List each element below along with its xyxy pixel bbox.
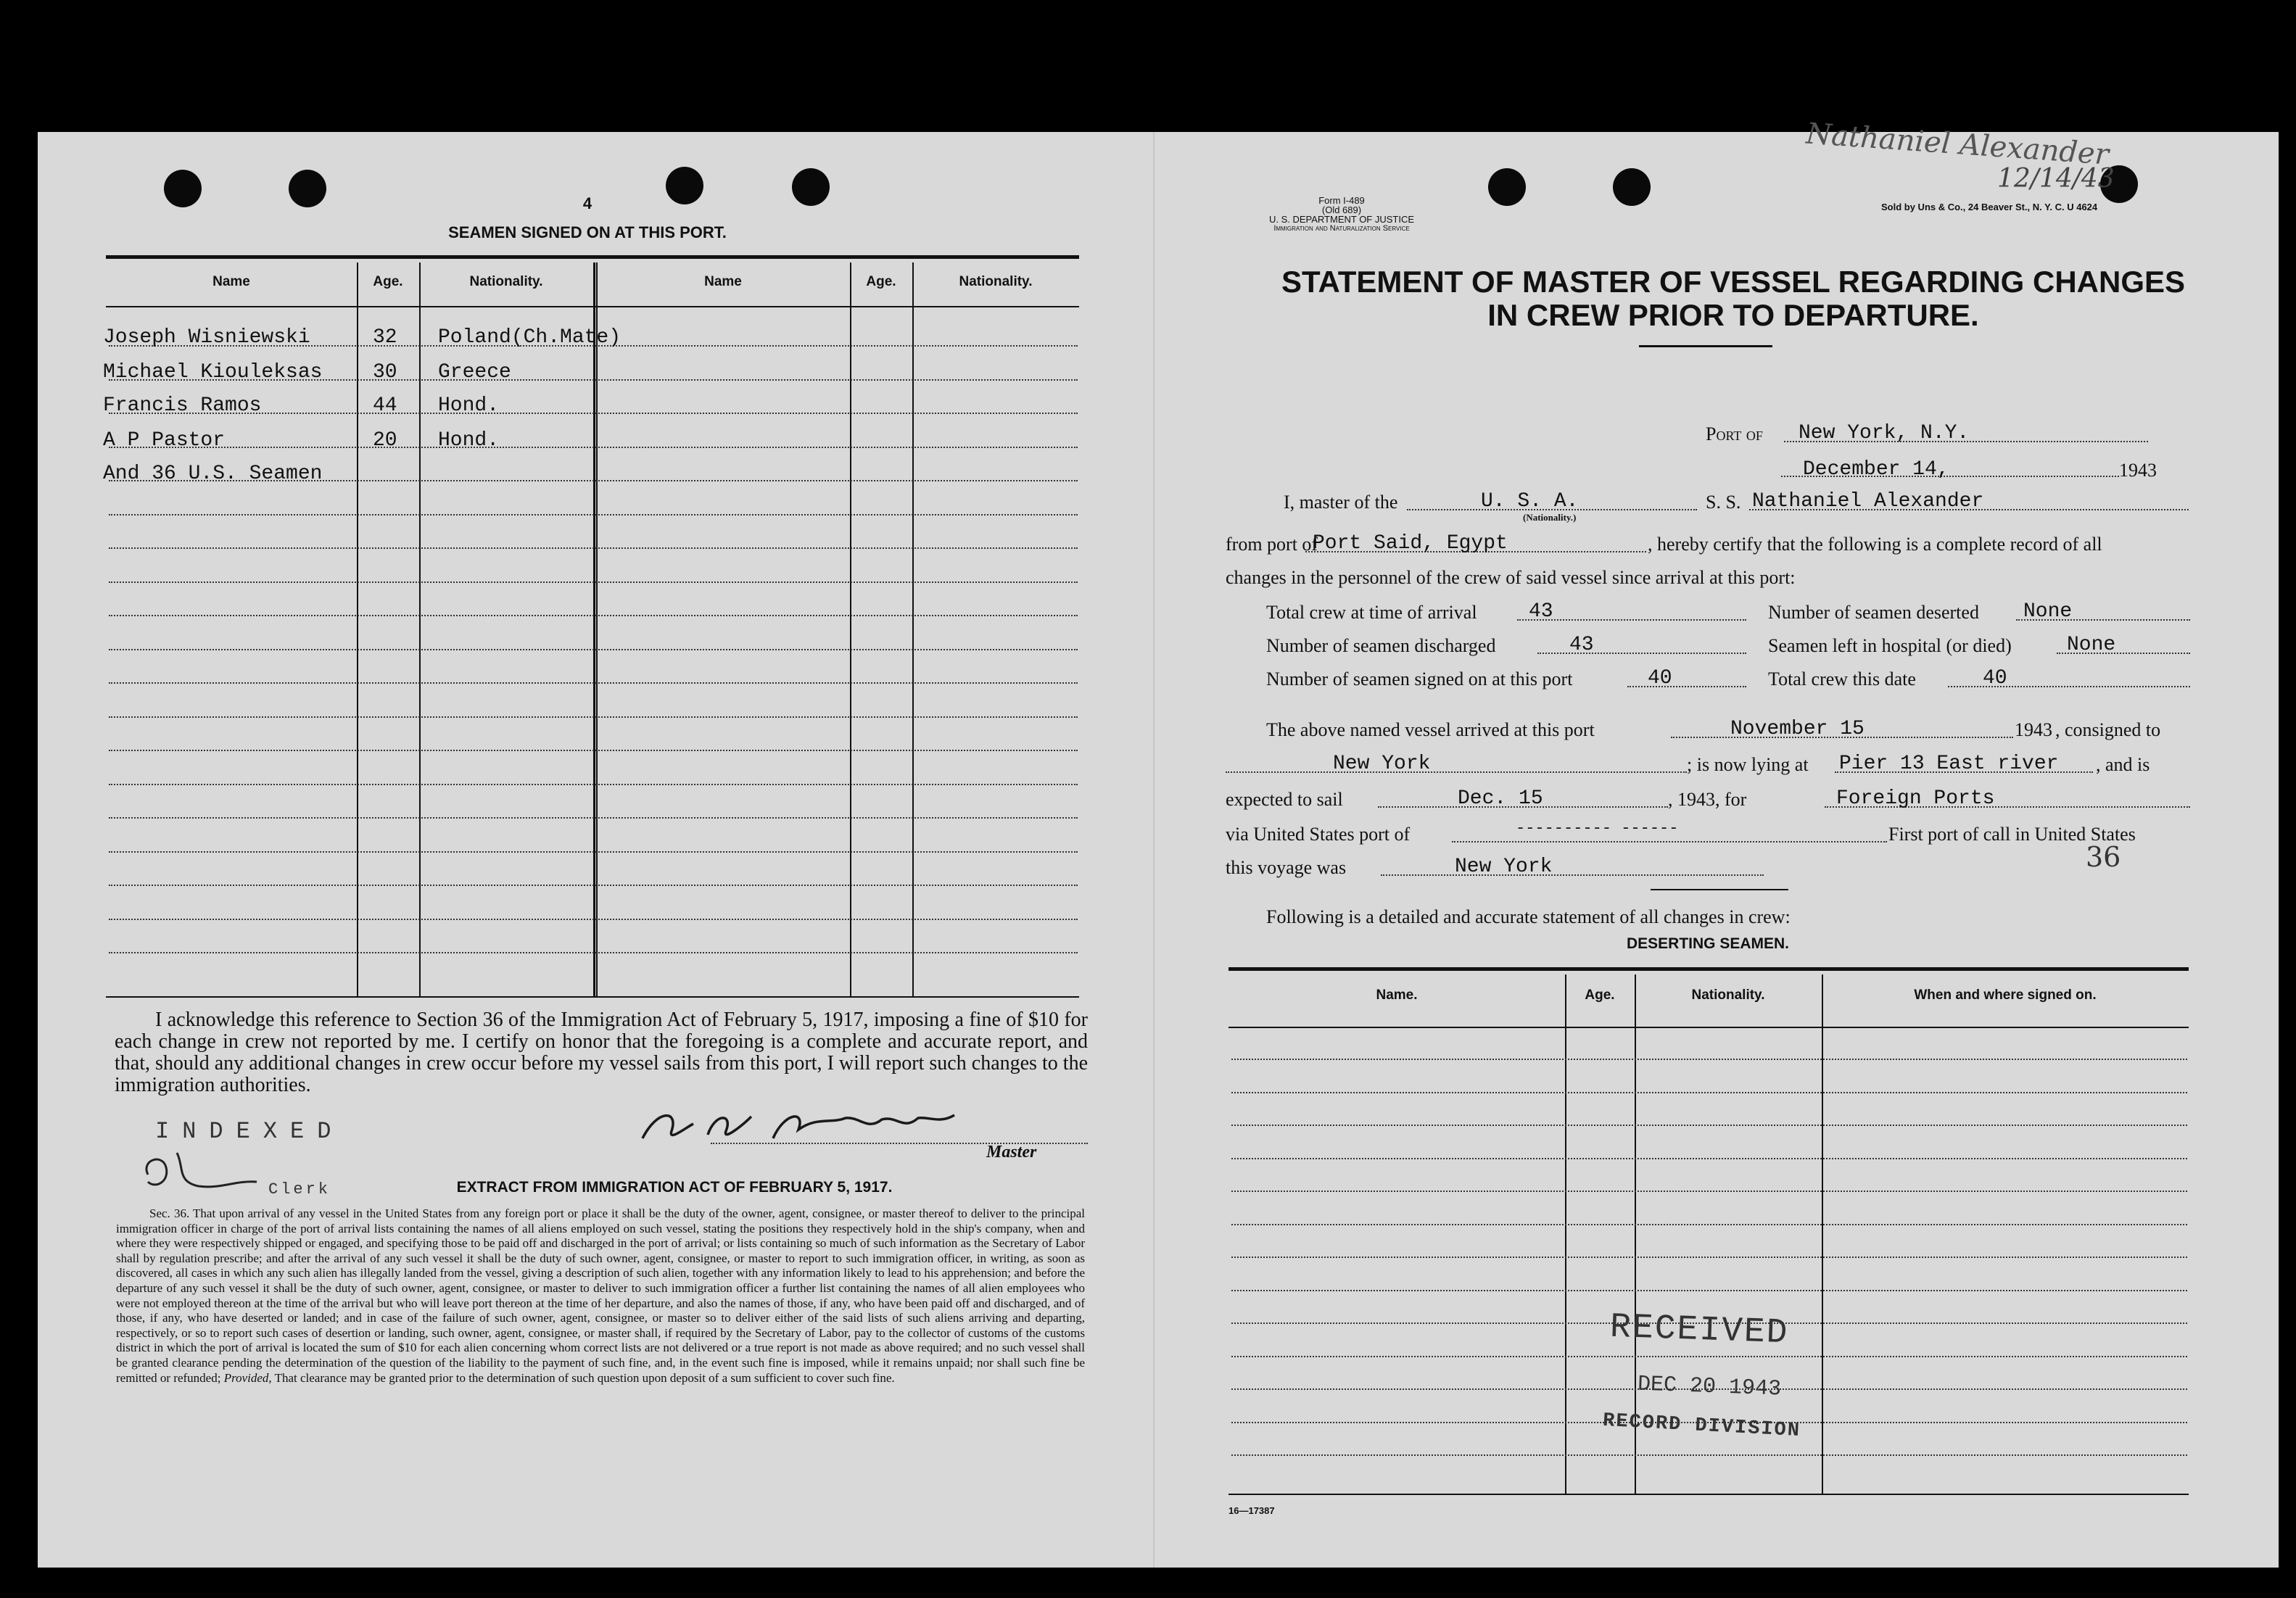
year-value: 1943 — [2119, 460, 2157, 481]
row-rule — [1231, 1059, 2187, 1060]
title-underline — [1639, 345, 1772, 347]
from-port-label: from port of — [1226, 534, 1318, 555]
page-fold — [1153, 132, 1155, 1568]
header-nationality: Nationality. — [469, 274, 543, 289]
row-rule — [109, 682, 1078, 684]
record-division-stamp: RECORD DIVISION — [1602, 1409, 1801, 1443]
port-label: Port of — [1706, 423, 1763, 444]
crew-age: 20 — [373, 429, 397, 452]
crew-name: Michael Kiouleksas — [103, 361, 323, 384]
nationality-caption: (Nationality.) — [1523, 512, 1577, 523]
table-header-rule — [106, 306, 1079, 307]
stat-label: Total crew at time of arrival — [1266, 602, 1477, 623]
arrived-year: 1943 — [2015, 719, 2052, 740]
department-name: U. S. DEPARTMENT OF JUSTICE — [1268, 214, 1415, 225]
column-rule — [912, 262, 914, 996]
row-rule — [1231, 1224, 2187, 1225]
acknowledgement-text: I acknowledge this reference to Section 36 of the Immigration Act of February 5, 1917, imposing a fine of $10 for each change in crew not reported by me. I certify on honor that the foregoing is a complete and accurate report, and that, should any additional changes in crew occur before my vessel sails from this port, I will report such changes to the immigration authorities. — [115, 1009, 1088, 1096]
row-rule — [1231, 1356, 2187, 1357]
desert-header-signed-on: When and where signed on. — [1914, 988, 2097, 1003]
crew-age: 44 — [373, 394, 397, 417]
stat-value: 43 — [1569, 634, 1594, 656]
stat-label: Seamen left in hospital (or died) — [1768, 635, 2012, 656]
stat-value: 40 — [1648, 667, 1672, 690]
row-rule — [1231, 1125, 2187, 1126]
row-rule — [109, 514, 1078, 516]
sail-year: , 1943, for — [1668, 789, 1747, 810]
row-rule — [109, 547, 1078, 549]
header-name: Name — [212, 274, 250, 289]
extract-section: Sec. 36. — [149, 1206, 190, 1220]
first-port-text: First port of call in United States — [1888, 824, 2136, 845]
form-old-number: (Old 689) — [1321, 204, 1362, 215]
row-rule — [109, 784, 1078, 785]
handwritten-date: 12/14/43 — [1997, 164, 2115, 194]
row-rule — [1231, 1454, 2187, 1456]
master-of-label: I, master of the — [1284, 492, 1398, 513]
column-rule — [593, 262, 595, 996]
extract-text — [116, 1206, 1085, 1386]
voyage-line — [1381, 874, 1764, 876]
port-value: New York, N.Y. — [1799, 422, 1970, 444]
master-label: Master — [986, 1143, 1037, 1162]
statement-title — [1204, 265, 2263, 332]
title-line-1: STATEMENT OF MASTER OF VESSEL REGARDING CHANGES — [1281, 265, 2186, 299]
header-age: Age. — [866, 274, 896, 289]
row-rule — [109, 615, 1078, 616]
row-rule — [109, 919, 1078, 920]
extract-title: EXTRACT FROM IMMIGRATION ACT OF FEBRUARY 5, 1917. — [456, 1179, 893, 1196]
row-rule — [1231, 1257, 2187, 1258]
crew-nationality: Greece — [438, 361, 511, 384]
header-age: Age. — [373, 274, 403, 289]
row-rule — [109, 885, 1078, 886]
extract-body: That upon arrival of any vessel in the United States from any foreign port or place it shall be the duty of the owner, agent, consignee, or master thereof to deliver to the principal immigration officer in charge of the port of arrival lists containing the names of all aliens employed on such vessel, stating the positions they respectively hold in the ship's company, when and where they were respectively shipped or engaged, and specifying those to be paid off and discharged in the port of arrival; or lists containing so much of such information as the Secretary of Labor shall by regulation prescribe; and after the arrival of any such vessel it shall be the duty of such owner, agent, consignee, or master to report to such immigration officer, in writing, as soon as discovered, all cases in which any such alien has illegally landed from the vessel, giving a description of such alien, together with any information likely to lead to his apprehension; and before the departure of any such vessel it shall be the duty of such owner, agent, consignee, or master to deliver to such immigration officer a further list containing the names of all alien employees who were not employed thereon at the time of the arrival but who will leave port thereon at the time of her departure, and also the names of those, if any, who have been paid off and discharged, and of those, if any, who have deserted or landed; and in case of the failure of such owner, agent, consignee, or master so to deliver either of the said lists of such aliens arriving and departing, respectively, or so to report such cases of desertion or landing, such owner, agent, consignee, or master shall, if required by the Secretary of Labor, pay to the collector of customs of the customs district in which the port of arrival is located the sum of $10 for each alien concerning whom correct lists are not delivered or a true report is not made as above required; and no such vessel shall be granted clearance pending the determination of the question of the liability to the payment of such fine, and, in the event such fine is imposed, while it remains unpaid; nor shall such fine be remitted or refunded; — [116, 1206, 1085, 1385]
column-rule — [419, 262, 421, 996]
header-name: Name — [704, 274, 742, 289]
date-value: December 14, — [1803, 458, 1949, 481]
crew-age: 30 — [373, 361, 397, 384]
row-rule — [1231, 1092, 2187, 1093]
consignee-line — [1226, 771, 1687, 773]
consigned-text: , consigned to — [2055, 719, 2161, 740]
via-value: ---------- ------ — [1516, 819, 1679, 837]
crew-name: And 36 U.S. Seamen — [103, 463, 323, 485]
lying-value: Pier 13 East river — [1839, 753, 2059, 775]
row-rule — [109, 817, 1078, 819]
left-page-title: SEAMEN SIGNED ON AT THIS PORT. — [448, 223, 727, 241]
desert-header-age: Age. — [1585, 988, 1615, 1003]
extract-tail: That clearance may be granted prior to the determination of such question upon deposit of a sum sufficient to cover such fine. — [274, 1370, 895, 1385]
crew-nationality: Poland(Ch.Mate) — [438, 326, 622, 349]
handwritten-ship-name: Nathaniel Alexander — [1804, 117, 2110, 172]
stat-label: Number of seamen signed on at this port — [1266, 668, 1573, 690]
crew-name: Joseph Wisniewski — [103, 326, 310, 349]
ship-name: Nathaniel Alexander — [1752, 490, 1984, 513]
lying-text: ; is now lying at — [1687, 754, 1809, 775]
stat-line — [1627, 686, 1746, 687]
following-text: Following is a detailed and accurate statement of all changes in crew: — [1266, 906, 1791, 927]
column-rule — [596, 262, 598, 996]
column-rule — [1822, 974, 1823, 1494]
arrived-text: The above named vessel arrived at this port — [1266, 719, 1595, 740]
row-rule — [1231, 1290, 2187, 1291]
row-rule — [109, 649, 1078, 650]
title-line-2: IN CREW PRIOR TO DEPARTURE. — [1487, 298, 1979, 332]
received-date: DEC 20 1943 — [1637, 1372, 1782, 1402]
crew-nationality: Hond. — [438, 394, 500, 417]
desert-header-name: Name. — [1376, 988, 1418, 1003]
service-name: Immigration and Naturalization Service — [1273, 224, 1410, 233]
from-port-value: Port Said, Egypt — [1313, 532, 1508, 555]
row-rule — [109, 750, 1078, 751]
column-rule — [850, 262, 851, 996]
header-nationality: Nationality. — [959, 274, 1033, 289]
crew-nationality: Hond. — [438, 429, 500, 452]
stat-label: Number of seamen discharged — [1266, 635, 1496, 656]
voyage-value: New York — [1455, 856, 1553, 878]
punch-hole — [1613, 168, 1651, 206]
column-rule — [357, 262, 358, 996]
sail-value: Dec. 15 — [1458, 787, 1543, 810]
via-text: via United States port of — [1226, 824, 1411, 845]
punch-hole — [1488, 168, 1526, 206]
crew-name: A P Pastor — [103, 429, 226, 452]
table-bottom-rule — [106, 996, 1079, 998]
desert-table-bottom-rule — [1228, 1494, 2189, 1495]
column-rule — [1565, 974, 1566, 1494]
stat-label: Number of seamen deserted — [1768, 602, 1979, 623]
stat-value: None — [2023, 600, 2073, 623]
section-rule — [1651, 889, 1788, 890]
clerk-stamp: Clerk — [268, 1180, 331, 1198]
punch-hole — [792, 168, 830, 206]
consignee-value: New York — [1333, 753, 1431, 775]
changes-text: changes in the personnel of the crew of said vessel since arrival at this port: — [1226, 567, 1796, 588]
stat-value: 40 — [1983, 667, 2007, 690]
punch-hole — [289, 170, 326, 207]
via-line — [1452, 841, 1887, 843]
clerk-initials — [133, 1138, 264, 1196]
margin-number: 36 — [2086, 841, 2121, 873]
row-rule — [1231, 1191, 2187, 1192]
extract-provided: Provided, — [223, 1370, 272, 1385]
stat-value: 43 — [1529, 600, 1553, 623]
row-rule — [109, 716, 1078, 718]
row-rule — [1231, 1158, 2187, 1159]
and-is-text: , and is — [2096, 754, 2150, 775]
page-number: 4 — [582, 194, 592, 212]
row-rule — [109, 447, 1078, 448]
expected-text: expected to sail — [1226, 789, 1343, 810]
crew-age: 32 — [373, 326, 397, 349]
indexed-stamp: INDEXED — [155, 1118, 344, 1145]
punch-hole — [666, 167, 703, 204]
stat-value: None — [2067, 634, 2116, 656]
row-rule — [109, 581, 1078, 583]
row-rule — [109, 952, 1078, 953]
arrived-value: November 15 — [1730, 718, 1865, 740]
ss-label: S. S. — [1706, 492, 1741, 513]
punch-hole — [164, 170, 202, 207]
footer-code: 16—17387 — [1228, 1505, 1275, 1516]
received-stamp: RECEIVED — [1609, 1307, 1790, 1354]
voyage-text: this voyage was — [1226, 857, 1347, 878]
desert-table-header-rule — [1228, 1027, 2189, 1028]
nationality-value: U. S. A. — [1481, 490, 1579, 513]
desert-header-nationality: Nationality. — [1691, 988, 1765, 1003]
crew-name: Francis Ramos — [103, 394, 262, 417]
deserting-title: DESERTING SEAMEN. — [1626, 935, 1790, 952]
form-number: Form I-489 — [1318, 195, 1365, 206]
desert-table-top-rule — [1228, 967, 2189, 971]
row-rule — [109, 851, 1078, 853]
table-top-rule — [106, 255, 1079, 259]
stat-label: Total crew this date — [1768, 668, 1916, 690]
certify-text: , hereby certify that the following is a complete record of all — [1648, 534, 2102, 555]
destination-value: Foreign Ports — [1836, 787, 1995, 810]
seller-info: Sold by Uns & Co., 24 Beaver St., N. Y. C. U 4624 — [1881, 202, 2098, 212]
form-header — [1233, 196, 1450, 233]
